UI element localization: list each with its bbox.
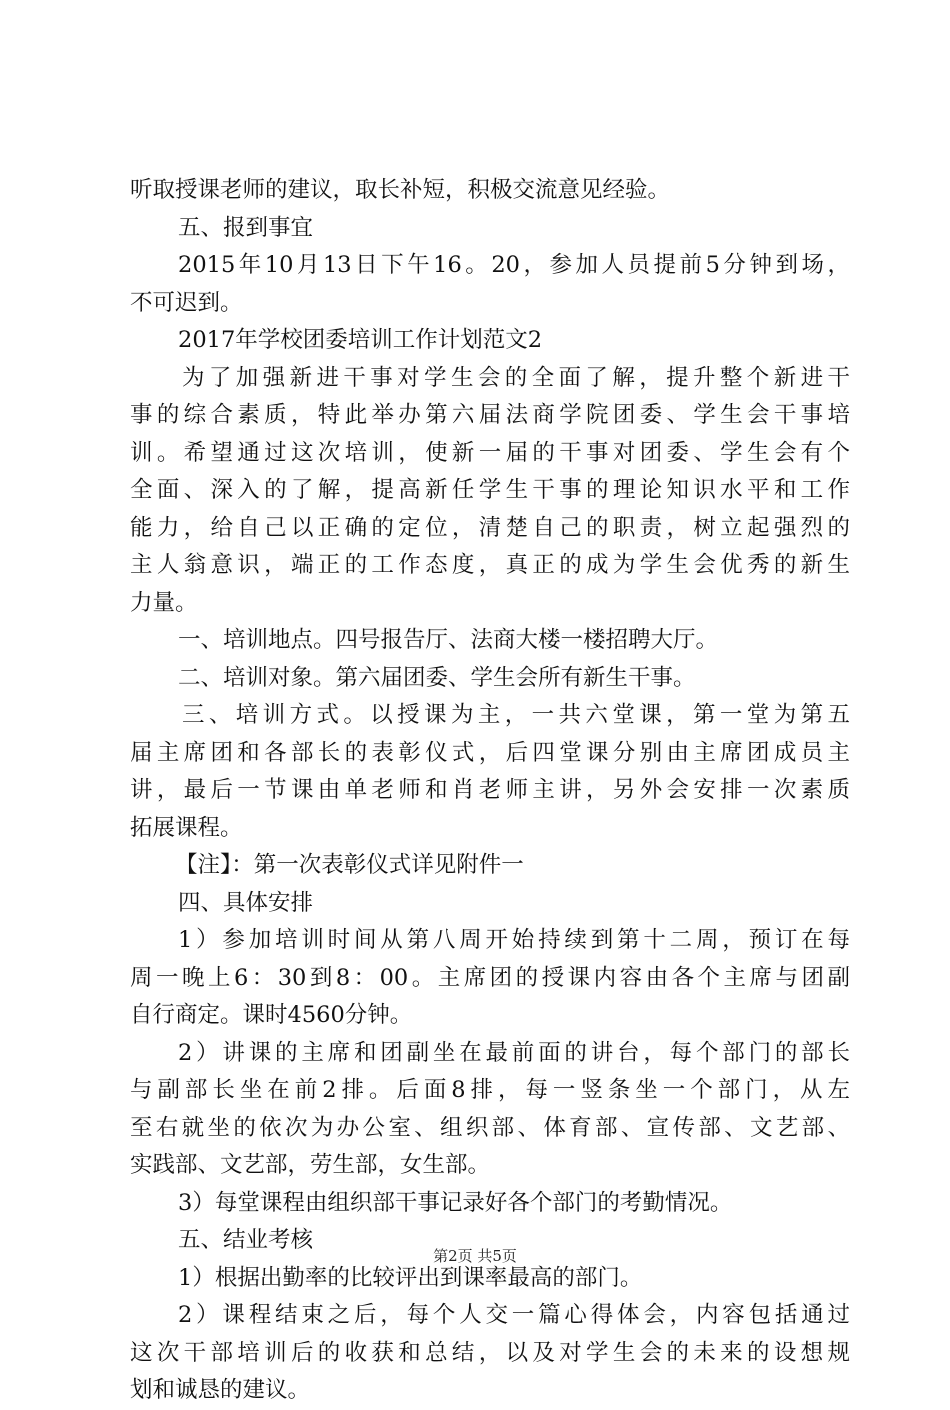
text-line: 听取授课老师的建议，取长补短，积极交流意见经验。 — [130, 177, 671, 203]
text-line: 1）参加培训时间从第八周开始持续到第十二周，预订在每 — [178, 927, 850, 953]
text-line: 主人翁意识，端正的工作态度，真正的成为学生会优秀的新生 — [130, 552, 850, 578]
text-line: 一、培训地点。四号报告厅、法商大楼一楼招聘大厅。 — [178, 627, 719, 653]
text-line: 2017年学校团委培训工作计划范文2 — [178, 327, 543, 353]
text-line: 力量。 — [130, 589, 198, 616]
text-line: 自行商定。课时4560分钟。 — [130, 1002, 413, 1028]
document-body — [130, 172, 850, 1410]
text-line: 实践部、文艺部，劳生部，女生部。 — [130, 1152, 491, 1178]
text-line: 五、结业考核 — [178, 1227, 314, 1253]
text-line: 事的综合素质，特此举办第六届法商学院团委、学生会干事培 — [130, 402, 850, 428]
text-line: 2015年10月13日下午16。20，参加人员提前5分钟到场， — [178, 252, 850, 278]
text-line: 能力，给自己以正确的定位，清楚自己的职责，树立起强烈的 — [130, 514, 850, 541]
text-line: 二、培训对象。第六届团委、学生会所有新生干事。 — [178, 664, 696, 691]
text-line: 2）讲课的主席和团副坐在最前面的讲台，每个部门的部长 — [178, 1039, 850, 1066]
text-line: 不可迟到。 — [130, 289, 243, 316]
text-line: 四、具体安排 — [178, 889, 314, 916]
text-line: 这次干部培训后的收获和总结，以及对学生会的未来的设想规 — [130, 1339, 850, 1366]
text-line: 届主席团和各部长的表彰仪式，后四堂课分别由主席团成员主 — [130, 739, 850, 766]
text-line: 为了加强新进干事对学生会的全面了解，提升整个新进干 — [182, 364, 850, 391]
text-line: 【注】：第一次表彰仪式详见附件一 — [175, 852, 524, 878]
text-line: 全面、深入的了解，提高新任学生干事的理论知识水平和工作 — [130, 477, 850, 503]
text-line: 3）每堂课程由组织部干事记录好各个部门的考勤情况。 — [178, 1189, 733, 1216]
text-line: 划和诚恳的建议。 — [130, 1377, 311, 1403]
text-line: 至右就坐的依次为办公室、组织部、体育部、宣传部、文艺部、 — [130, 1114, 850, 1141]
text-line: 周一晚上6：30到8：00。主席团的授课内容由各个主席与团副 — [130, 964, 850, 991]
text-line: 三、培训方式。以授课为主，一共六堂课，第一堂为第五 — [182, 702, 850, 728]
text-line: 五、报到事宜 — [178, 214, 314, 241]
page-footer: 第2页 共5页 — [433, 1247, 517, 1265]
text-line: 训。希望通过这次培训，使新一届的干事对团委、学生会有个 — [130, 439, 850, 466]
text-line: 讲，最后一节课由单老师和肖老师主讲，另外会安排一次素质 — [130, 777, 850, 803]
text-line: 拓展课程。 — [130, 814, 243, 841]
text-line: 与副部长坐在前2排。后面8排，每一竖条坐一个部门，从左 — [130, 1077, 850, 1103]
text-line: 2）课程结束之后，每个人交一篇心得体会，内容包括通过 — [178, 1302, 850, 1328]
text-line: 1）根据出勤率的比较评出到课率最高的部门。 — [178, 1264, 643, 1291]
